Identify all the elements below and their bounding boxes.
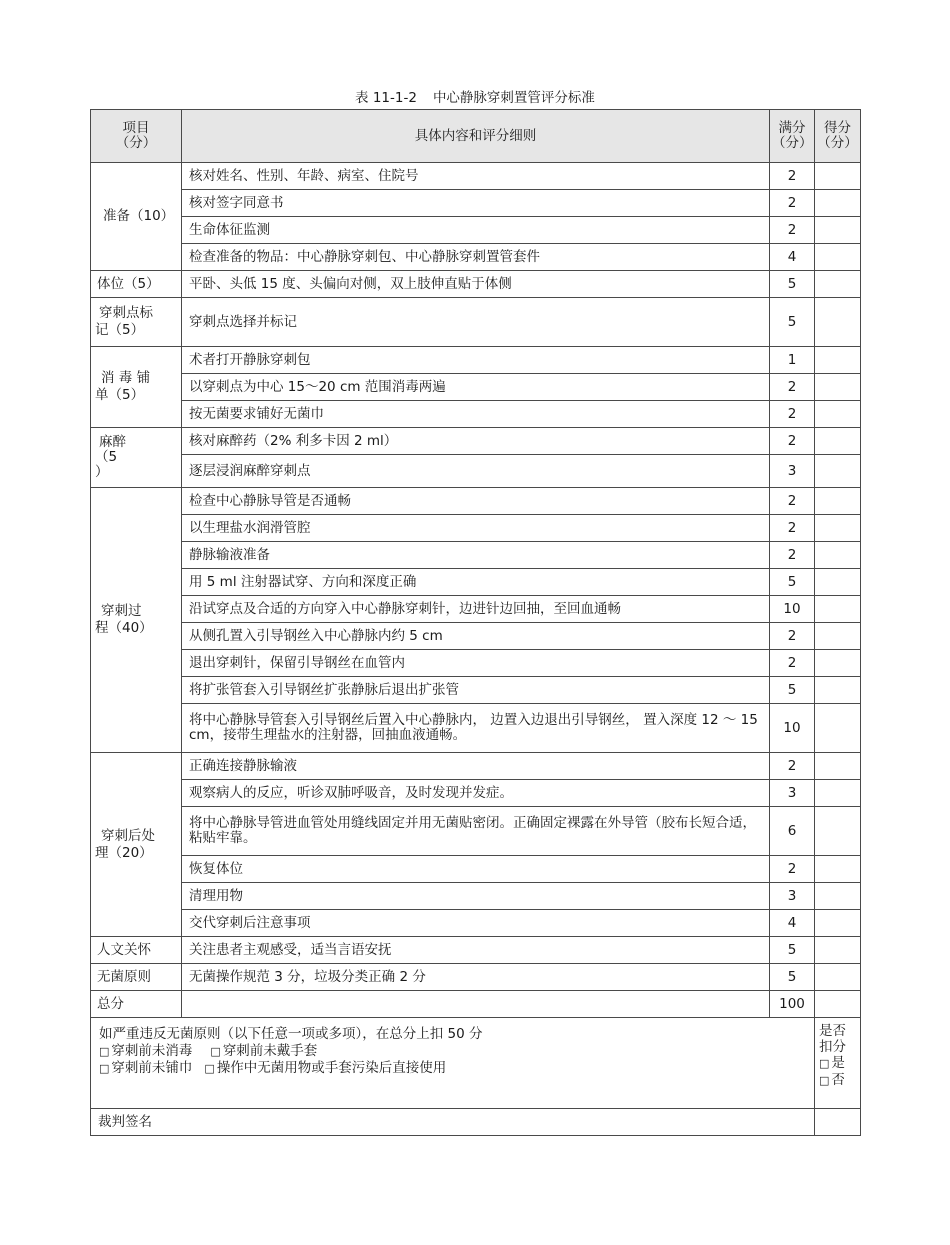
table-row	[91, 190, 861, 217]
score-input-cell[interactable]	[815, 677, 861, 704]
table-row	[91, 542, 861, 569]
full-score-cell: 3	[770, 883, 815, 910]
full-score-cell: 2	[770, 217, 815, 244]
table-row	[91, 964, 861, 991]
table-row	[91, 488, 861, 515]
table-row	[91, 347, 861, 374]
violation-note	[91, 1018, 815, 1109]
header-item: 项目 （分）	[91, 110, 182, 163]
table-row	[91, 623, 861, 650]
content-cell: 核对签字同意书	[182, 190, 770, 217]
score-input-cell[interactable]	[815, 190, 861, 217]
checkbox-icon: □	[819, 1057, 830, 1070]
full-score-cell: 2	[770, 623, 815, 650]
content-cell: 术者打开静脉穿刺包	[182, 347, 770, 374]
judge-row	[91, 1109, 861, 1136]
checkbox-contaminated[interactable]: □ 操作中无菌用物或手套污染后直接使用	[204, 1060, 447, 1076]
deduct-yes[interactable]: □ 是	[819, 1055, 845, 1071]
score-input-cell[interactable]	[815, 455, 861, 488]
score-input-cell[interactable]	[815, 964, 861, 991]
violation-row	[91, 1018, 861, 1109]
content-cell: 以生理盐水润滑管腔	[182, 515, 770, 542]
score-input-cell[interactable]	[815, 347, 861, 374]
score-input-cell[interactable]	[815, 163, 861, 190]
score-input-cell[interactable]	[815, 428, 861, 455]
content-cell: 观察病人的反应，听诊双肺呼吸音，及时发现并发症。	[182, 780, 770, 807]
score-input-cell[interactable]	[815, 780, 861, 807]
full-score-cell: 5	[770, 677, 815, 704]
table-caption	[0, 89, 950, 107]
checkbox-no-drape[interactable]: □ 穿刺前未铺巾	[99, 1060, 193, 1076]
category-cell: 无菌原则	[91, 964, 182, 991]
full-score-cell: 2	[770, 515, 815, 542]
score-input-cell[interactable]	[815, 271, 861, 298]
total-row	[91, 991, 861, 1018]
score-input-cell[interactable]	[815, 937, 861, 964]
table-row	[91, 780, 861, 807]
table-row	[91, 374, 861, 401]
checkbox-no-gloves[interactable]: □ 穿刺前未戴手套	[210, 1043, 318, 1059]
table-row	[91, 856, 861, 883]
score-input-cell[interactable]	[815, 883, 861, 910]
content-cell: 逐层浸润麻醉穿刺点	[182, 455, 770, 488]
score-input-cell[interactable]	[815, 488, 861, 515]
full-score-cell: 3	[770, 455, 815, 488]
full-score-cell: 2	[770, 401, 815, 428]
category-cell: 穿刺后处 理（20）	[91, 753, 182, 937]
table-row	[91, 937, 861, 964]
full-score-cell: 2	[770, 488, 815, 515]
table-row	[91, 455, 861, 488]
category-cell: 穿刺过 程（40）	[91, 488, 182, 753]
checkbox-icon: □	[819, 1074, 830, 1087]
score-input-cell[interactable]	[815, 244, 861, 271]
checkbox-icon: □	[210, 1045, 221, 1058]
score-input-cell[interactable]	[815, 401, 861, 428]
header-content: 具体内容和评分细则	[182, 110, 770, 163]
table-row	[91, 596, 861, 623]
category-cell: 体位（5）	[91, 271, 182, 298]
full-score-cell: 2	[770, 190, 815, 217]
table-row	[91, 677, 861, 704]
content-cell: 无菌操作规范 3 分，垃圾分类正确 2 分	[182, 964, 770, 991]
content-cell: 将扩张管套入引导钢丝扩张静脉后退出扩张管	[182, 677, 770, 704]
checkbox-icon: □	[99, 1062, 110, 1075]
full-score-cell: 10	[770, 704, 815, 753]
table-row	[91, 515, 861, 542]
table-row	[91, 569, 861, 596]
scoring-table	[90, 109, 861, 1136]
full-score-cell: 2	[770, 542, 815, 569]
checkbox-no-disinfect[interactable]: □ 穿刺前未消毒	[99, 1043, 193, 1059]
content-cell: 交代穿刺后注意事项	[182, 910, 770, 937]
score-input-cell[interactable]	[815, 753, 861, 780]
judge-label: 裁判签名	[91, 1109, 815, 1136]
content-cell: 核对姓名、性别、年龄、病室、住院号	[182, 163, 770, 190]
table-row	[91, 704, 861, 753]
full-score-cell: 3	[770, 780, 815, 807]
full-score-cell: 2	[770, 374, 815, 401]
header-full-score: 满分 （分）	[770, 110, 815, 163]
content-cell: 穿刺点选择并标记	[182, 298, 770, 347]
checkbox-icon: □	[99, 1045, 110, 1058]
full-score-cell: 2	[770, 428, 815, 455]
score-input-cell[interactable]	[815, 374, 861, 401]
score-input-cell[interactable]	[815, 542, 861, 569]
score-input-cell[interactable]	[815, 515, 861, 542]
category-cell: 消 毒 铺 单（5）	[91, 347, 182, 428]
table-row	[91, 807, 861, 856]
table-row	[91, 883, 861, 910]
full-score-cell: 2	[770, 650, 815, 677]
score-input-cell[interactable]	[815, 596, 861, 623]
full-score-cell: 5	[770, 937, 815, 964]
deduct-no[interactable]: □ 否	[819, 1072, 845, 1088]
content-cell: 生命体征监测	[182, 217, 770, 244]
full-score-cell: 2	[770, 753, 815, 780]
table-row	[91, 650, 861, 677]
full-score-cell: 4	[770, 244, 815, 271]
full-score-cell: 2	[770, 856, 815, 883]
deduct-cell: 是否 扣分 □ 是 □ 否	[815, 1018, 861, 1109]
content-cell: 关注患者主观感受，适当言语安抚	[182, 937, 770, 964]
content-cell: 退出穿刺针，保留引导钢丝在血管内	[182, 650, 770, 677]
score-input-cell[interactable]	[815, 856, 861, 883]
full-score-cell: 5	[770, 298, 815, 347]
table-number: 表 11-1-2	[355, 90, 417, 106]
full-score-cell: 6	[770, 807, 815, 856]
table-row	[91, 163, 861, 190]
judge-signature-input[interactable]	[815, 1109, 861, 1136]
content-cell: 清理用物	[182, 883, 770, 910]
table-row	[91, 298, 861, 347]
full-score-cell: 5	[770, 271, 815, 298]
content-cell: 从侧孔置入引导钢丝入中心静脉内约 5 cm	[182, 623, 770, 650]
content-cell: 检查准备的物品：中心静脉穿刺包、中心静脉穿刺置管套件	[182, 244, 770, 271]
category-cell: 准备（10）	[91, 163, 182, 271]
full-score-cell: 1	[770, 347, 815, 374]
total-label: 总分	[91, 991, 182, 1018]
score-input-cell[interactable]	[815, 910, 861, 937]
content-cell: 平卧、头低 15 度、头偏向对侧，双上肢伸直贴于体侧	[182, 271, 770, 298]
total-full-score: 100	[770, 991, 815, 1018]
full-score-cell: 5	[770, 964, 815, 991]
checkbox-icon: □	[204, 1062, 215, 1075]
content-cell: 检查中心静脉导管是否通畅	[182, 488, 770, 515]
score-input-cell[interactable]	[815, 569, 861, 596]
content-cell: 正确连接静脉输液	[182, 753, 770, 780]
table-row	[91, 753, 861, 780]
table-row	[91, 910, 861, 937]
header-got-score: 得分 （分）	[815, 110, 861, 163]
category-cell: 穿刺点标 记（5）	[91, 298, 182, 347]
full-score-cell: 5	[770, 569, 815, 596]
table-row	[91, 428, 861, 455]
category-cell: 人文关怀	[91, 937, 182, 964]
score-input-cell[interactable]	[815, 704, 861, 753]
score-input-cell[interactable]	[815, 298, 861, 347]
content-cell: 核对麻醉药（2% 利多卡因 2 ml）	[182, 428, 770, 455]
content-cell: 用 5 ml 注射器试穿、方向和深度正确	[182, 569, 770, 596]
table-title: 中心静脉穿刺置管评分标准	[432, 90, 595, 106]
content-cell: 按无菌要求铺好无菌巾	[182, 401, 770, 428]
table-row	[91, 244, 861, 271]
score-input-cell[interactable]	[815, 650, 861, 677]
content-cell: 将中心静脉导管套入引导钢丝后置入中心静脉内， 边置入边退出引导钢丝， 置入深度 12 ～ 15 cm，接带生理盐水的注射器，回抽血液通畅。	[182, 704, 770, 753]
content-cell: 将中心静脉导管进血管处用缝线固定并用无菌贴密闭。正确固定裸露在外导管（胶布长短合适，粘贴牢靠。	[182, 807, 770, 856]
content-cell: 恢复体位	[182, 856, 770, 883]
content-cell: 静脉输液准备	[182, 542, 770, 569]
category-cell: 麻醉 （5 ）	[91, 428, 182, 488]
score-input-cell[interactable]	[815, 217, 861, 244]
table-header-row	[91, 110, 861, 163]
full-score-cell: 4	[770, 910, 815, 937]
full-score-cell: 2	[770, 163, 815, 190]
score-input-cell[interactable]	[815, 807, 861, 856]
content-cell: 以穿刺点为中心 15～20 cm 范围消毒两遍	[182, 374, 770, 401]
table-row	[91, 401, 861, 428]
total-content-cell	[182, 991, 770, 1018]
total-score-input[interactable]	[815, 991, 861, 1018]
table-row	[91, 217, 861, 244]
content-cell: 沿试穿点及合适的方向穿入中心静脉穿刺针，边进针边回抽，至回血通畅	[182, 596, 770, 623]
violation-intro: 如严重违反无菌原则（以下任意一项或多项），在总分上扣 50 分	[99, 1026, 483, 1042]
score-input-cell[interactable]	[815, 623, 861, 650]
table-row	[91, 271, 861, 298]
full-score-cell: 10	[770, 596, 815, 623]
